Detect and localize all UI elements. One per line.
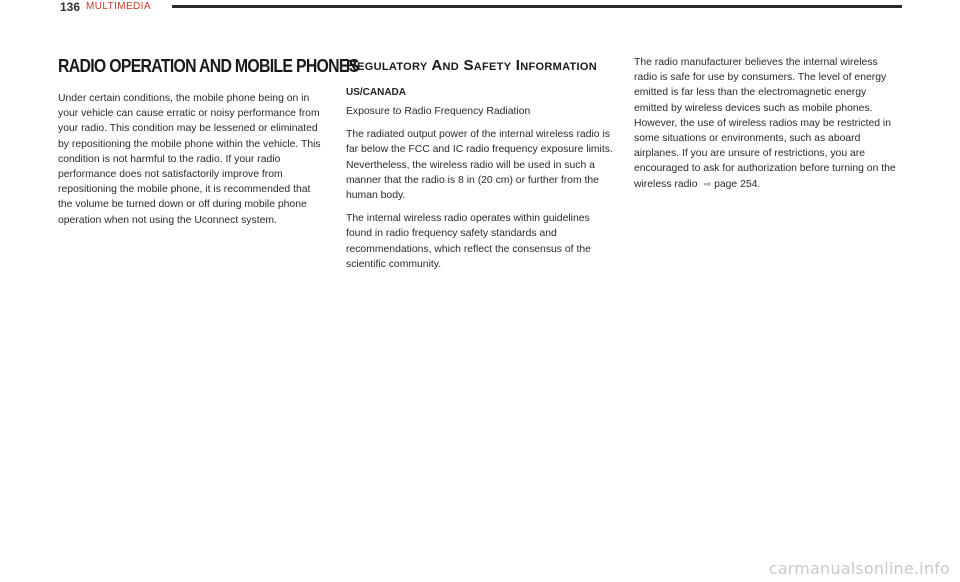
page-header — [60, 0, 902, 40]
radio-mobile-heading: RADIO OPERATION AND MOBILE PHONES — [58, 56, 359, 76]
watermark: carmanualsonline.info — [768, 559, 950, 578]
page-reference-link[interactable]: page 254. — [714, 178, 761, 190]
column-2 — [346, 55, 614, 280]
page-number: 136 — [60, 0, 81, 14]
manufacturer-text: The radio manufacturer believes the internal wireless radio is safe for use by consumers. The level of energy emitted is far less than the electromagnetic energy emitted by wireless devices such as mobile phones. However, the use of wireless radios may be restricted in some situations or environments, such as aboard airplanes. If you are unsure of restrictions, you are encouraged to ask for authorization before turning on the wireless radio — [634, 57, 896, 190]
regulatory-heading: Regulatory And Safety Information — [346, 57, 597, 74]
radiated-power-paragraph: The radiated output power of the internal wireless radio is far below the FCC and IC radio frequency exposure limits. Nevertheless, the wireless radio will be used in such a manner that the radio is 8 in (20 cm) or further from the human body. — [346, 129, 613, 202]
manufacturer-paragraph — [634, 55, 902, 192]
column-3 — [634, 55, 902, 200]
arrow-right-icon: ⇨ — [703, 178, 712, 189]
radio-mobile-paragraph: Under certain conditions, the mobile phone being on in your vehicle can cause erratic or noisy performance from your radio. This condition may be lessened or eliminated by repositioning the mobile phone within the vehicle. This condition is not harmful to the radio. If your radio performance does not satisfactorily improve from repositioning the mobile phone, it is recommended that the volume be turned down or off during mobile phone operation when not using the Uconnect system. — [58, 93, 321, 226]
us-canada-subheading: US/CANADA — [346, 87, 406, 98]
rf-exposure-line: Exposure to Radio Frequency Radiation — [346, 106, 531, 117]
section-title: MULTIMEDIA — [86, 1, 151, 12]
guidelines-paragraph: The internal wireless radio operates within guidelines found in radio frequency safety standards and recommendations, which reflect the consensus of the scientific community. — [346, 213, 591, 270]
column-1 — [58, 55, 359, 236]
header-rule — [172, 5, 902, 8]
